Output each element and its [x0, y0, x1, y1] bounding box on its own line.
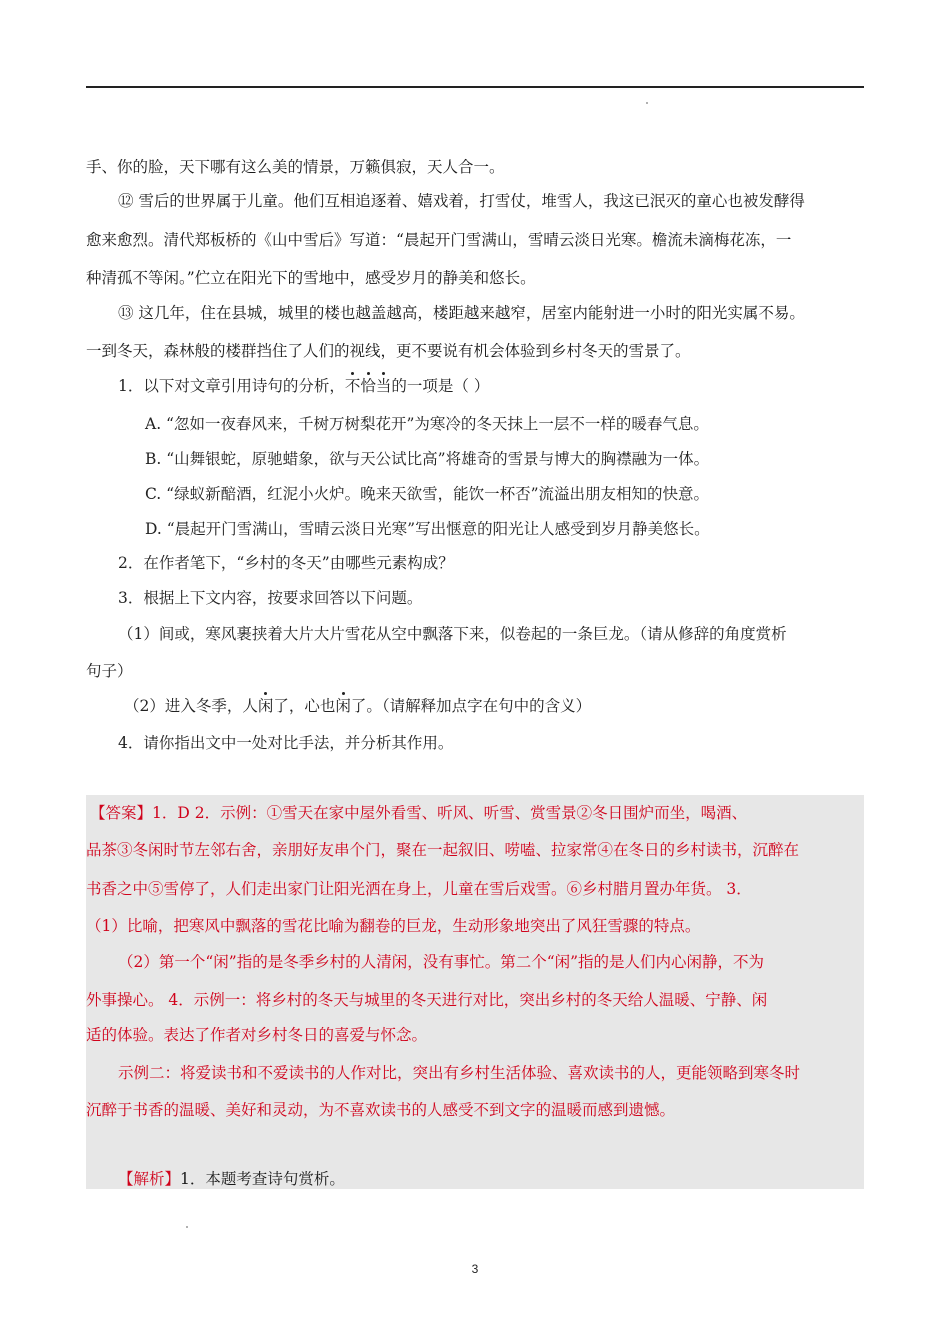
passage-line: 手、你的脸，天下哪有这么美的情景，万籁俱寂，天人合一。 — [86, 158, 505, 176]
option-a: A. “忽如一夜春风来，千树万树梨花开”为寒冷的冬天抹上一层不一样的暖春气息。 — [145, 415, 709, 433]
emphasis-char: 闲 — [335, 697, 351, 715]
header-speck — [646, 102, 648, 104]
question-3-2: （2）进入冬季，人闲了，心也闲了。（请解释加点字在句中的含义） — [124, 697, 592, 715]
passage-line: ⑫ 雪后的世界属于儿童。他们互相追逐着、嬉戏着，打雪仗，堆雪人，我这已泯灭的童心也被发酵得 — [118, 192, 805, 210]
answer-tag: 【答案】 — [90, 804, 153, 822]
question-4: 4．请你指出文中一处对比手法，并分析其作用。 — [118, 734, 454, 752]
answer-line: 品茶③冬闲时节左邻右舍，亲朋好友串个门，聚在一起叙旧、唠嗑、拉家常④在冬日的乡村读书，沉醉在 — [86, 841, 800, 859]
emphasis-char: 恰 — [360, 377, 376, 395]
page-number: 3 — [471, 1262, 479, 1276]
analysis-line: 【解析】1．本题考查诗句赏析。 — [118, 1170, 345, 1188]
passage-line: 愈来愈烈。清代郑板桥的《山中雪后》写道：“晨起开门雪满山，雪晴云淡日光寒。檐流未滴梅花冻，一 — [86, 231, 792, 249]
answer-line: 书香之中⑤雪停了，人们走出家门让阳光洒在身上，儿童在雪后戏雪。⑥乡村腊月置办年货。 3． — [86, 880, 752, 898]
emphasis-char: 当 — [375, 377, 392, 395]
question-3-1: （1）间或，寒风裹挟着大片大片雪花从空中飘落下来，似卷起的一条巨龙。（请从修辞的角度赏析 — [118, 625, 787, 643]
answer-line: 沉醉于书香的温暖、美好和灵动，为不喜欢读书的人感受不到文字的温暖而感到遗憾。 — [86, 1101, 676, 1119]
option-d: D. “晨起开门雪满山，雪晴云淡日光寒”写出惬意的阳光让人感受到岁月静美悠长。 — [145, 520, 710, 538]
passage-line: 一到冬天，森林般的楼群挡住了人们的视线，更不要说有机会体验到乡村冬天的雪景了。 — [86, 342, 691, 360]
answer-line: 示例二：将爱读书和不爱读书的人作对比，突出有乡村生活体验、喜欢读书的人，更能领略到寒冬时 — [118, 1064, 801, 1082]
emphasis-char: 不 — [344, 377, 361, 395]
question-2: 2．在作者笔下，“乡村的冬天”由哪些元素构成？ — [118, 554, 454, 572]
question-1: 1．以下对文章引用诗句的分析，不恰当的一项是（ ） — [118, 377, 490, 395]
answer-line: （1）比喻，把寒风中飘落的雪花比喻为翻卷的巨龙，生动形象地突出了风狂雪骤的特点。 — [86, 917, 701, 935]
answer-line: 【答案】1．D 2．示例：①雪天在家中屋外看雪、听风、听雪、赏雪景②冬日围炉而坐，喝酒、 — [90, 804, 748, 822]
option-c: C. “绿蚁新醅酒，红泥小火炉。晚来天欲雪，能饮一杯否”流溢出朋友相知的快意。 — [145, 485, 710, 503]
footer-speck — [186, 1226, 188, 1228]
question-3-1-cont: 句子） — [86, 662, 133, 680]
answer-line: （2）第一个“闲”指的是冬季乡村的人清闲，没有事忙。第二个“闲”指的是人们内心闲静，不为 — [118, 953, 765, 971]
passage-line: 种清孤不等闲。”伫立在阳光下的雪地中，感受岁月的静美和悠长。 — [86, 269, 536, 287]
answer-line: 适的体验。表达了作者对乡村冬日的喜爱与怀念。 — [86, 1026, 428, 1044]
option-b: B. “山舞银蛇，原驰蜡象，欲与天公试比高”将雄奇的雪景与博大的胸襟融为一体。 — [145, 450, 710, 468]
analysis-tag: 【解析】 — [118, 1170, 181, 1188]
question-3: 3．根据上下文内容，按要求回答以下问题。 — [118, 589, 423, 607]
passage-line: ⑬ 这几年，住在县城，城里的楼也越盖越高，楼距越来越窄，居室内能射进一小时的阳光实属不易。 — [118, 304, 805, 322]
emphasis-char: 闲 — [257, 697, 274, 715]
answer-line: 外事操心。 4．示例一：将乡村的冬天与城里的冬天进行对比，突出乡村的冬天给人温暖、宁静、闲 — [86, 991, 768, 1009]
header-rule — [86, 86, 864, 88]
